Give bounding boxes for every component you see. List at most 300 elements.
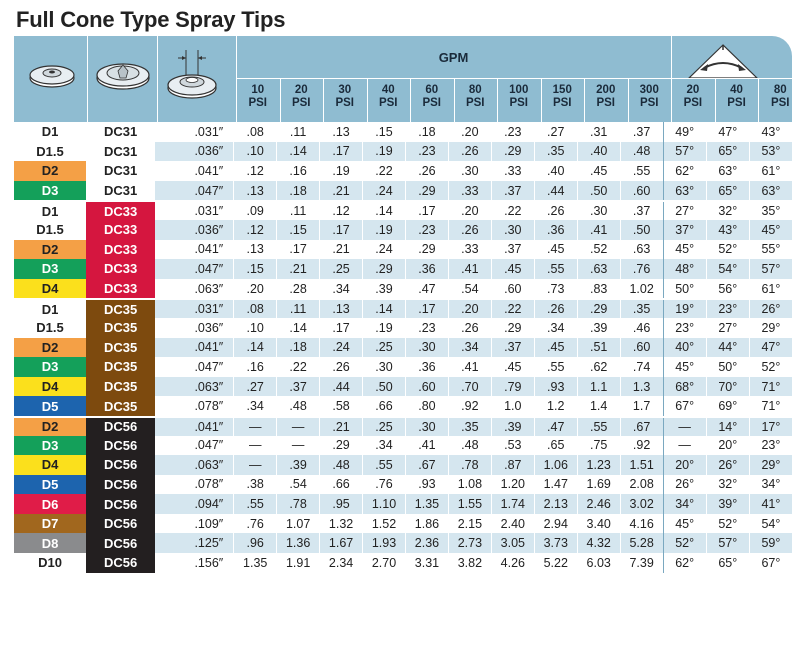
- orifice-cell: .041″: [194, 419, 224, 434]
- gpm-cell: .92: [448, 396, 491, 416]
- spray-angle-cell: 61°: [749, 161, 792, 181]
- spray-angle-cell: 26°: [663, 475, 706, 495]
- gpm-cell: .48: [319, 455, 362, 475]
- spray-angle-cell: 65°: [706, 553, 749, 573]
- gpm-cell: .26: [405, 161, 448, 181]
- gpm-cell: .46: [620, 318, 663, 338]
- disc-cell: D1: [14, 202, 86, 220]
- spray-angle-cell: 52°: [749, 357, 792, 377]
- table-row: [14, 142, 792, 162]
- gpm-cell: .15: [276, 220, 319, 240]
- disc-cell: D1: [14, 300, 86, 318]
- gpm-cell: 3.31: [405, 553, 448, 573]
- gpm-cell: .41: [448, 357, 491, 377]
- disc-cell: D6: [14, 494, 86, 514]
- core-cell: DC33: [86, 279, 155, 299]
- gpm-pressure-header: 80 PSI: [465, 84, 485, 109]
- gpm-cell: .76: [620, 259, 663, 279]
- gpm-cell: .37: [276, 377, 319, 397]
- spray-angle-cell: 65°: [706, 142, 749, 162]
- spray-angle-cell: 34°: [749, 475, 792, 495]
- gpm-cell: 4.32: [577, 533, 620, 553]
- gpm-cell: .26: [534, 202, 577, 220]
- gpm-cell: .55: [534, 259, 577, 279]
- spray-angle-cell: 67°: [663, 396, 706, 416]
- gpm-cell: .41: [448, 259, 491, 279]
- disc-cell: D4: [14, 455, 86, 475]
- gpm-cell: .24: [362, 181, 405, 201]
- gpm-cell: .50: [577, 181, 620, 201]
- disc-cell: D1.5: [14, 220, 86, 240]
- gpm-cell: .35: [534, 142, 577, 162]
- gpm-cell: 5.28: [620, 533, 663, 553]
- gpm-cell: 2.46: [577, 494, 620, 514]
- spray-angle-cell: 69°: [706, 396, 749, 416]
- gpm-cell: .37: [491, 181, 534, 201]
- gpm-cell: 3.02: [620, 494, 663, 514]
- disc-cell: D2: [14, 240, 86, 260]
- spray-angle-cell: 68°: [663, 377, 706, 397]
- gpm-cell: .48: [620, 142, 663, 162]
- table-row: [14, 436, 792, 456]
- gpm-cell: .11: [276, 300, 319, 318]
- gpm-cell: 4.16: [620, 514, 663, 534]
- gpm-cell: 3.40: [577, 514, 620, 534]
- gpm-cell: —: [233, 436, 276, 456]
- column-separator: [87, 36, 88, 122]
- gpm-cell: .48: [276, 396, 319, 416]
- gpm-cell: 1.07: [276, 514, 319, 534]
- core-icon: [94, 56, 152, 94]
- gpm-cell: .45: [577, 161, 620, 181]
- gpm-cell: .30: [362, 357, 405, 377]
- gpm-cell: .50: [620, 220, 663, 240]
- gpm-cell: .76: [362, 475, 405, 495]
- core-cell: DC35: [86, 318, 155, 338]
- gpm-cell: .21: [319, 418, 362, 436]
- gpm-cell: .21: [276, 259, 319, 279]
- gpm-cell: .27: [233, 377, 276, 397]
- gpm-cell: .18: [276, 338, 319, 358]
- gpm-cell: .18: [405, 122, 448, 142]
- table-row: [14, 181, 792, 201]
- gpm-pressure-header: 30 PSI: [335, 84, 355, 109]
- orifice-cell: .041″: [194, 163, 224, 178]
- core-cell: DC56: [86, 514, 155, 534]
- spray-angle-cell: 20°: [706, 436, 749, 456]
- disc-cell: D3: [14, 259, 86, 279]
- spray-angle-cell: 43°: [749, 122, 792, 142]
- gpm-cell: .17: [319, 142, 362, 162]
- gpm-cell: .34: [448, 338, 491, 358]
- gpm-cell: 1.3: [620, 377, 663, 397]
- column-separator: [410, 78, 411, 122]
- disc-cell: D1: [14, 122, 86, 142]
- gpm-cell: 1.1: [577, 377, 620, 397]
- gpm-cell: 1.35: [233, 553, 276, 573]
- gpm-cell: .37: [491, 338, 534, 358]
- spray-angle-cell: 17°: [749, 418, 792, 436]
- core-cell: DC31: [86, 181, 155, 201]
- table-row: [14, 240, 792, 260]
- core-cell: DC56: [86, 455, 155, 475]
- gpm-cell: .08: [233, 300, 276, 318]
- gpm-cell: .14: [276, 142, 319, 162]
- gpm-cell: .19: [362, 318, 405, 338]
- spray-angle-cell: 57°: [749, 259, 792, 279]
- gpm-cell: .29: [491, 318, 534, 338]
- gpm-pressure-header: 10 PSI: [248, 84, 268, 109]
- orifice-cell: .036″: [194, 320, 224, 335]
- gpm-cell: .33: [491, 161, 534, 181]
- gpm-cell: .19: [362, 142, 405, 162]
- gpm-cell: .26: [534, 300, 577, 318]
- table-row: [14, 200, 792, 220]
- disc-cell: D3: [14, 181, 86, 201]
- gpm-cell: .18: [276, 181, 319, 201]
- orifice-cell: .036″: [194, 144, 224, 159]
- orifice-cell: .094″: [194, 497, 224, 512]
- gpm-cell: .53: [491, 436, 534, 456]
- gpm-cell: .45: [534, 240, 577, 260]
- gpm-cell: .23: [405, 220, 448, 240]
- core-cell: DC56: [86, 553, 155, 573]
- orifice-cell: .063″: [194, 457, 224, 472]
- spray-angle-cell: 63°: [749, 181, 792, 201]
- gpm-cell: .37: [620, 122, 663, 142]
- gpm-cell: .44: [319, 377, 362, 397]
- spray-angle-cell: 27°: [706, 318, 749, 338]
- column-separator: [157, 36, 158, 122]
- gpm-cell: 1.93: [362, 533, 405, 553]
- angle-pressure-header: 80 PSI: [770, 84, 790, 109]
- table-row: [14, 220, 792, 240]
- orifice-cell: .063″: [194, 379, 224, 394]
- gpm-cell: .26: [448, 220, 491, 240]
- gpm-cell: .34: [534, 318, 577, 338]
- gpm-cell: .41: [405, 436, 448, 456]
- gpm-cell: .29: [577, 300, 620, 318]
- spray-angle-cell: 37°: [663, 220, 706, 240]
- gpm-cell: 2.70: [362, 553, 405, 573]
- gpm-cell: .31: [577, 122, 620, 142]
- table-row: [14, 161, 792, 181]
- spray-angle-cell: —: [663, 436, 706, 456]
- gpm-cell: .36: [405, 357, 448, 377]
- gpm-cell: .34: [319, 279, 362, 299]
- spray-angle-cell: 57°: [663, 142, 706, 162]
- orifice-cell: .031″: [194, 204, 224, 219]
- disc-cell: D2: [14, 161, 86, 181]
- gpm-pressure-header: 150 PSI: [552, 84, 572, 109]
- column-separator: [497, 78, 498, 122]
- gpm-cell: .26: [448, 142, 491, 162]
- gpm-cell: .29: [362, 259, 405, 279]
- core-cell: DC35: [86, 377, 155, 397]
- gpm-cell: 1.52: [362, 514, 405, 534]
- gpm-cell: .11: [276, 202, 319, 220]
- spray-angle-cell: 32°: [706, 202, 749, 220]
- gpm-cell: .62: [577, 357, 620, 377]
- gpm-cell: .22: [491, 202, 534, 220]
- core-cell: DC33: [86, 220, 155, 240]
- gpm-cell: 7.39: [620, 553, 663, 573]
- gpm-cell: .28: [276, 279, 319, 299]
- gpm-cell: .55: [620, 161, 663, 181]
- gpm-cell: .63: [620, 240, 663, 260]
- spray-angle-cell: 48°: [663, 259, 706, 279]
- gpm-cell: .39: [491, 418, 534, 436]
- spray-angle-cell: 29°: [749, 455, 792, 475]
- spray-angle-cell: 71°: [749, 396, 792, 416]
- gpm-cell: .75: [577, 436, 620, 456]
- column-separator: [715, 78, 716, 122]
- gpm-cell: .35: [620, 300, 663, 318]
- gpm-cell: .78: [276, 494, 319, 514]
- orifice-cell: .041″: [194, 242, 224, 257]
- column-separator: [541, 78, 542, 122]
- gpm-cell: .30: [491, 220, 534, 240]
- gpm-cell: .16: [276, 161, 319, 181]
- gpm-cell: .78: [448, 455, 491, 475]
- orifice-cell: .047″: [194, 261, 224, 276]
- table-row: [14, 455, 792, 475]
- gpm-cell: .47: [534, 418, 577, 436]
- gpm-cell: .30: [405, 418, 448, 436]
- gpm-cell: .66: [319, 475, 362, 495]
- gpm-cell: .55: [233, 494, 276, 514]
- disc-cell: D8: [14, 533, 86, 553]
- orifice-cell: .036″: [194, 222, 224, 237]
- gpm-cell: 1.4: [577, 396, 620, 416]
- spray-angle-cell: 45°: [749, 220, 792, 240]
- gpm-cell: .24: [362, 240, 405, 260]
- gpm-cell: .25: [319, 259, 362, 279]
- gpm-cell: .13: [319, 300, 362, 318]
- gpm-cell: 1.32: [319, 514, 362, 534]
- core-cell: DC56: [86, 533, 155, 553]
- core-cell: DC31: [86, 142, 155, 162]
- gpm-cell: .33: [448, 240, 491, 260]
- column-separator: [280, 78, 281, 122]
- disc-cell: D4: [14, 377, 86, 397]
- spray-angle-cell: 41°: [749, 494, 792, 514]
- gpm-cell: .30: [448, 161, 491, 181]
- gpm-cell: .51: [577, 338, 620, 358]
- gpm-cell: 2.94: [534, 514, 577, 534]
- table-row: [14, 122, 792, 142]
- gpm-cell: 1.74: [491, 494, 534, 514]
- gpm-cell: 1.06: [534, 455, 577, 475]
- table-row: [14, 338, 792, 358]
- gpm-cell: 1.55: [448, 494, 491, 514]
- gpm-cell: .37: [491, 240, 534, 260]
- core-cell: DC33: [86, 202, 155, 220]
- gpm-cell: 3.05: [491, 533, 534, 553]
- spray-angle-cell: 62°: [663, 553, 706, 573]
- gpm-cell: .25: [362, 338, 405, 358]
- gpm-cell: .15: [362, 122, 405, 142]
- gpm-cell: .13: [233, 181, 276, 201]
- gpm-cell: 1.51: [620, 455, 663, 475]
- gpm-cell: .37: [620, 202, 663, 220]
- gpm-cell: .80: [405, 396, 448, 416]
- gpm-cell: 1.36: [276, 533, 319, 553]
- spray-angle-cell: 40°: [663, 338, 706, 358]
- spray-angle-cell: 29°: [749, 318, 792, 338]
- gpm-cell: 1.86: [405, 514, 448, 534]
- gpm-cell: .92: [620, 436, 663, 456]
- gpm-cell: .23: [491, 122, 534, 142]
- gpm-cell: .20: [448, 300, 491, 318]
- gpm-cell: .14: [276, 318, 319, 338]
- gpm-cell: .24: [319, 338, 362, 358]
- gpm-cell: .87: [491, 455, 534, 475]
- orifice-cell: .063″: [194, 281, 224, 296]
- gpm-cell: .29: [319, 436, 362, 456]
- gpm-cell: .08: [233, 122, 276, 142]
- gpm-cell: .29: [405, 240, 448, 260]
- gpm-cell: 1.10: [362, 494, 405, 514]
- gpm-cell: .54: [448, 279, 491, 299]
- spray-angle-cell: 14°: [706, 418, 749, 436]
- gpm-cell: 2.73: [448, 533, 491, 553]
- spray-angle-cell: 63°: [663, 181, 706, 201]
- gpm-cell: 2.13: [534, 494, 577, 514]
- spray-angle-cell: 50°: [663, 279, 706, 299]
- spray-angle-cell: 39°: [706, 494, 749, 514]
- spray-angle-cell: 23°: [663, 318, 706, 338]
- gpm-cell: .20: [233, 279, 276, 299]
- gpm-cell: .66: [362, 396, 405, 416]
- disc-cell: D5: [14, 475, 86, 495]
- spray-angle-cell: 44°: [706, 338, 749, 358]
- gpm-cell: .33: [448, 181, 491, 201]
- gpm-cell: 1.2: [534, 396, 577, 416]
- gpm-cell: .36: [405, 259, 448, 279]
- gpm-cell: .55: [577, 418, 620, 436]
- core-cell: DC33: [86, 259, 155, 279]
- spray-angle-cell: 45°: [663, 240, 706, 260]
- gpm-cell: 1.0: [491, 396, 534, 416]
- orifice-cell: .156″: [194, 555, 224, 570]
- spray-angle-cell: 50°: [706, 357, 749, 377]
- gpm-cell: —: [233, 455, 276, 475]
- gpm-cell: .39: [362, 279, 405, 299]
- gpm-cell: .26: [319, 357, 362, 377]
- gpm-cell: .47: [405, 279, 448, 299]
- gpm-cell: .19: [362, 220, 405, 240]
- core-cell: DC56: [86, 418, 155, 436]
- spray-angle-cell: 45°: [663, 514, 706, 534]
- column-separator: [628, 78, 629, 122]
- spray-angle-cell: 52°: [663, 533, 706, 553]
- gpm-cell: .12: [233, 220, 276, 240]
- gpm-cell: .60: [620, 181, 663, 201]
- spray-angle-cell: 59°: [749, 533, 792, 553]
- column-separator: [454, 78, 455, 122]
- column-separator: [758, 78, 759, 122]
- spray-angle-cell: 32°: [706, 475, 749, 495]
- gpm-cell: 1.47: [534, 475, 577, 495]
- gpm-cell: 6.03: [577, 553, 620, 573]
- disc-cell: D1.5: [14, 142, 86, 162]
- gpm-cell: .12: [233, 161, 276, 181]
- disc-icon: [28, 58, 76, 92]
- gpm-cell: .10: [233, 318, 276, 338]
- spray-angle-cell: 52°: [706, 240, 749, 260]
- orifice-cell: .125″: [194, 536, 224, 551]
- core-cell: DC31: [86, 122, 155, 142]
- spray-angle-cell: 62°: [663, 161, 706, 181]
- table-row: [14, 259, 792, 279]
- gpm-cell: .74: [620, 357, 663, 377]
- gpm-cell: .67: [620, 418, 663, 436]
- spray-angle-cell: 34°: [663, 494, 706, 514]
- spray-angle-cell: 23°: [749, 436, 792, 456]
- gpm-cell: .14: [362, 300, 405, 318]
- gpm-cell: .39: [577, 318, 620, 338]
- gpm-cell: 1.35: [405, 494, 448, 514]
- spray-angle-cell: 45°: [663, 357, 706, 377]
- table-row: [14, 279, 792, 299]
- angle-pressure-header: 20 PSI: [683, 84, 703, 109]
- column-separator: [367, 78, 368, 122]
- table-header: [14, 36, 792, 122]
- spray-angle-cell: 19°: [663, 300, 706, 318]
- table-row: [14, 553, 792, 573]
- disc-cell: D5: [14, 396, 86, 416]
- gpm-cell: .17: [405, 300, 448, 318]
- gpm-cell: .29: [405, 181, 448, 201]
- table-body: [14, 122, 792, 573]
- spray-angle-icon: [686, 42, 760, 82]
- gpm-cell: 1.08: [448, 475, 491, 495]
- gpm-cell: 1.23: [577, 455, 620, 475]
- column-separator: [323, 78, 324, 122]
- gpm-cell: .48: [448, 436, 491, 456]
- orifice-cell: .031″: [194, 302, 224, 317]
- gpm-cell: .79: [491, 377, 534, 397]
- spray-angle-cell: 52°: [706, 514, 749, 534]
- gpm-cell: .40: [534, 161, 577, 181]
- gpm-cell: .65: [534, 436, 577, 456]
- gpm-cell: 1.91: [276, 553, 319, 573]
- page-title: Full Cone Type Spray Tips: [16, 7, 286, 32]
- spray-angle-cell: 43°: [706, 220, 749, 240]
- gpm-cell: 2.34: [319, 553, 362, 573]
- gpm-cell: .67: [405, 455, 448, 475]
- gpm-cell: .21: [319, 240, 362, 260]
- gpm-cell: 1.69: [577, 475, 620, 495]
- spray-angle-cell: 26°: [749, 300, 792, 318]
- spray-angle-cell: 67°: [749, 553, 792, 573]
- gpm-cell: —: [233, 418, 276, 436]
- spray-angle-cell: 35°: [749, 202, 792, 220]
- gpm-cell: .16: [233, 357, 276, 377]
- gpm-pressure-header: 40 PSI: [378, 84, 398, 109]
- gpm-cell: .58: [319, 396, 362, 416]
- spray-angle-cell: 20°: [663, 455, 706, 475]
- table-row: [14, 533, 792, 553]
- gpm-cell: .34: [362, 436, 405, 456]
- gpm-cell: 2.36: [405, 533, 448, 553]
- gpm-cell: .13: [319, 122, 362, 142]
- disc-cell: D4: [14, 279, 86, 299]
- disc-cell: D3: [14, 436, 86, 456]
- spray-angle-cell: 56°: [706, 279, 749, 299]
- gpm-cell: .19: [319, 161, 362, 181]
